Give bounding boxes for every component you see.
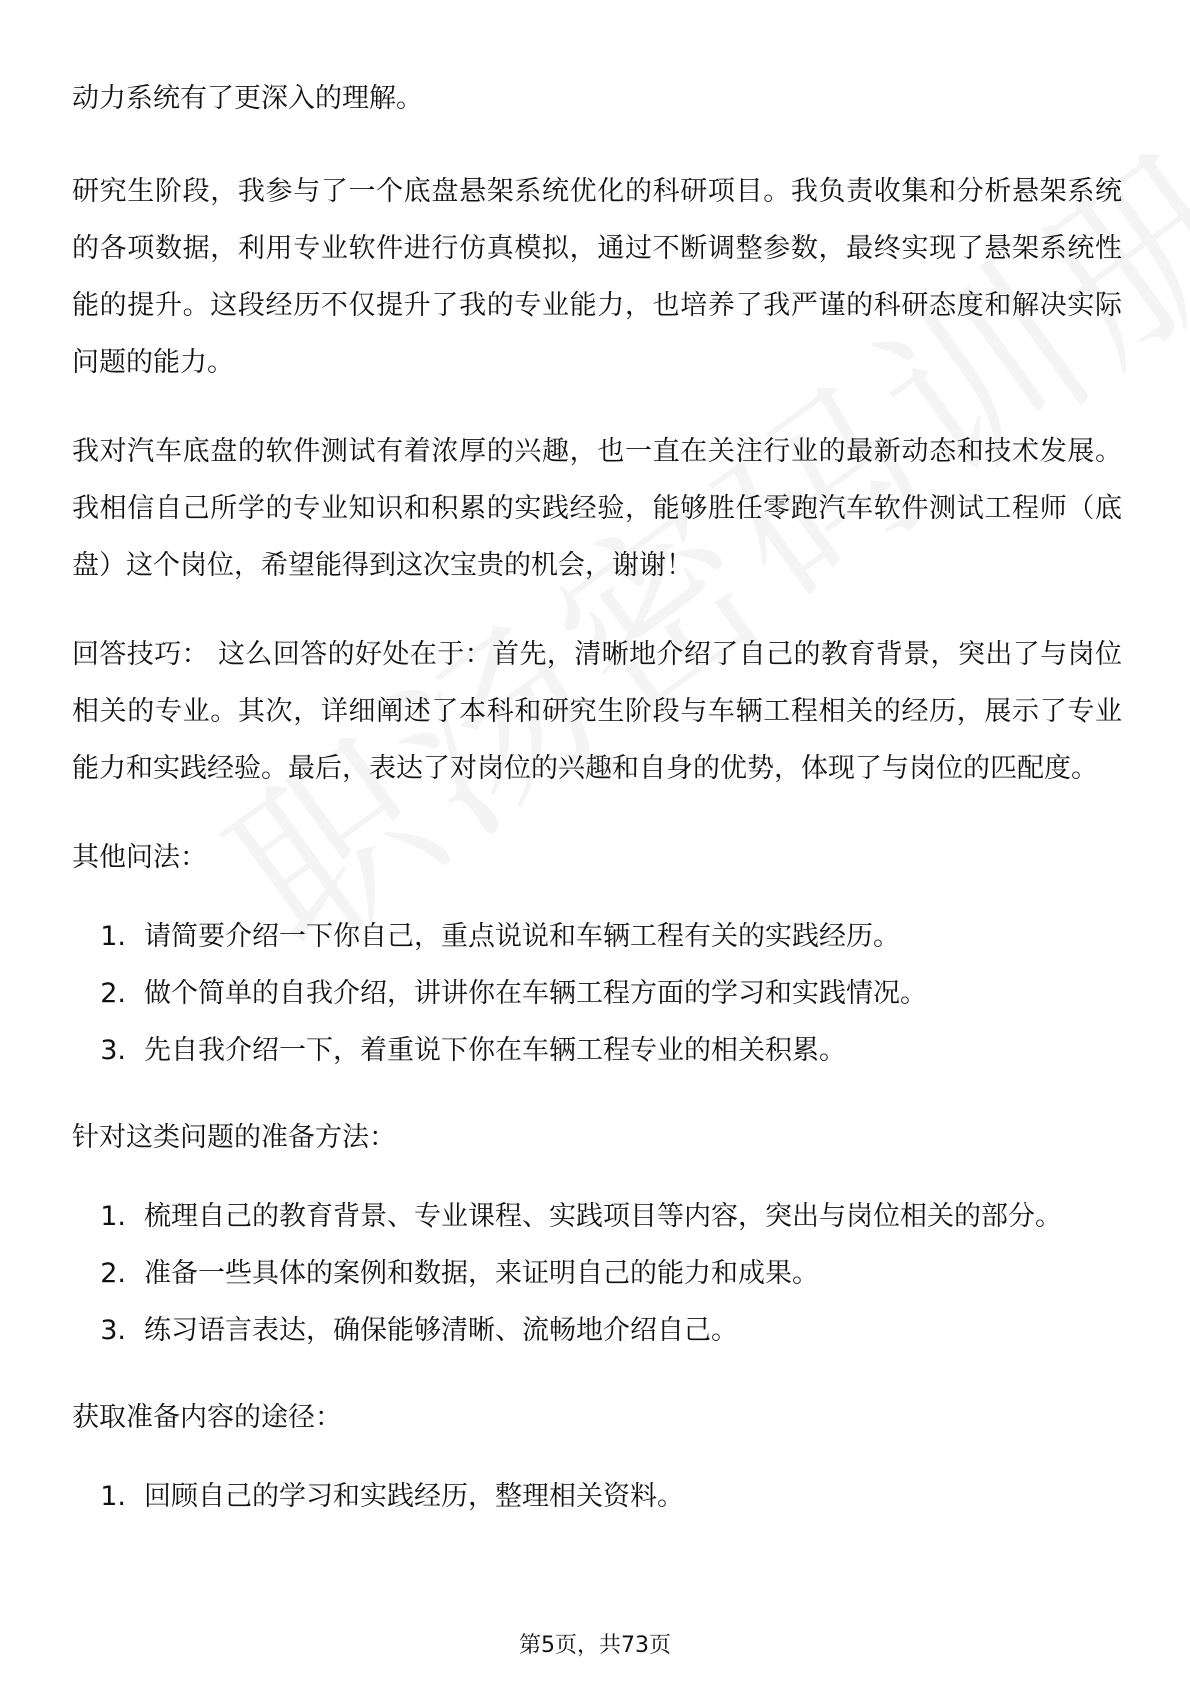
paragraph-3: 我对汽车底盘的软件测试有着浓厚的兴趣，也一直在关注行业的最新动态和技术发展。我相信自己所学的专业知识和积累的实践经验，能够胜任零跑汽车软件测试工程师（底盘）这个岗位，希望能得到这次宝贵的机会，谢谢！ bbox=[72, 436, 1122, 581]
list-item-text: 练习语言表达，确保能够清晰、流畅地介绍自己。 bbox=[144, 1315, 738, 1346]
list-item-number: 1. bbox=[100, 921, 126, 952]
preparation-list bbox=[72, 1188, 1122, 1359]
list-item-number: 1. bbox=[100, 1481, 126, 1512]
list-item bbox=[72, 1468, 1122, 1525]
preparation-heading: 针对这类问题的准备方法： bbox=[72, 1122, 396, 1153]
paragraph-1: 动力系统有了更深入的理解。 bbox=[72, 83, 423, 114]
list-item-number: 2. bbox=[100, 1258, 126, 1289]
other-questions-heading: 其他问法： bbox=[72, 842, 207, 873]
list-item-number: 2. bbox=[100, 978, 126, 1009]
list-item-text: 做个简单的自我介绍，讲讲你在车辆工程方面的学习和实践情况。 bbox=[144, 978, 927, 1009]
list-item-number: 3. bbox=[100, 1035, 126, 1066]
list-item bbox=[72, 1245, 1122, 1302]
list-item-text: 回顾自己的学习和实践经历，整理相关资料。 bbox=[144, 1481, 684, 1512]
list-item-number: 3. bbox=[100, 1315, 126, 1346]
other-questions-list bbox=[72, 908, 1122, 1079]
list-item bbox=[72, 1022, 1122, 1079]
list-item bbox=[72, 1302, 1122, 1359]
list-item-text: 梳理自己的教育背景、专业课程、实践项目等内容，突出与岗位相关的部分。 bbox=[144, 1201, 1062, 1232]
list-item-text: 先自我介绍一下，着重说下你在车辆工程专业的相关积累。 bbox=[144, 1035, 846, 1066]
list-item bbox=[72, 965, 1122, 1022]
list-item-text: 请简要介绍一下你自己，重点说说和车辆工程有关的实践经历。 bbox=[144, 921, 900, 952]
list-item-number: 1. bbox=[100, 1201, 126, 1232]
list-item bbox=[72, 1188, 1122, 1245]
sources-heading: 获取准备内容的途径： bbox=[72, 1402, 342, 1433]
page-number: 第5页，共73页 bbox=[519, 1633, 671, 1658]
list-item bbox=[72, 908, 1122, 965]
paragraph-2: 研究生阶段，我参与了一个底盘悬架系统优化的科研项目。我负责收集和分析悬架系统的各项数据，利用专业软件进行仿真模拟，通过不断调整参数，最终实现了悬架系统性能的提升。这段经历不仅提升了我的专业能力，也培养了我严谨的科研态度和解决实际问题的能力。 bbox=[72, 176, 1122, 378]
paragraph-answer-tips: 回答技巧： 这么回答的好处在于：首先，清晰地介绍了自己的教育背景，突出了与岗位相关的专业。其次，详细阐述了本科和研究生阶段与车辆工程相关的经历，展示了专业能力和实践经验。最后，表达了对岗位的兴趣和自身的优势，体现了与岗位的匹配度。 bbox=[72, 639, 1122, 784]
document-body bbox=[72, 70, 1122, 1555]
list-item-text: 准备一些具体的案例和数据，来证明自己的能力和成果。 bbox=[144, 1258, 819, 1289]
sources-list bbox=[72, 1468, 1122, 1525]
